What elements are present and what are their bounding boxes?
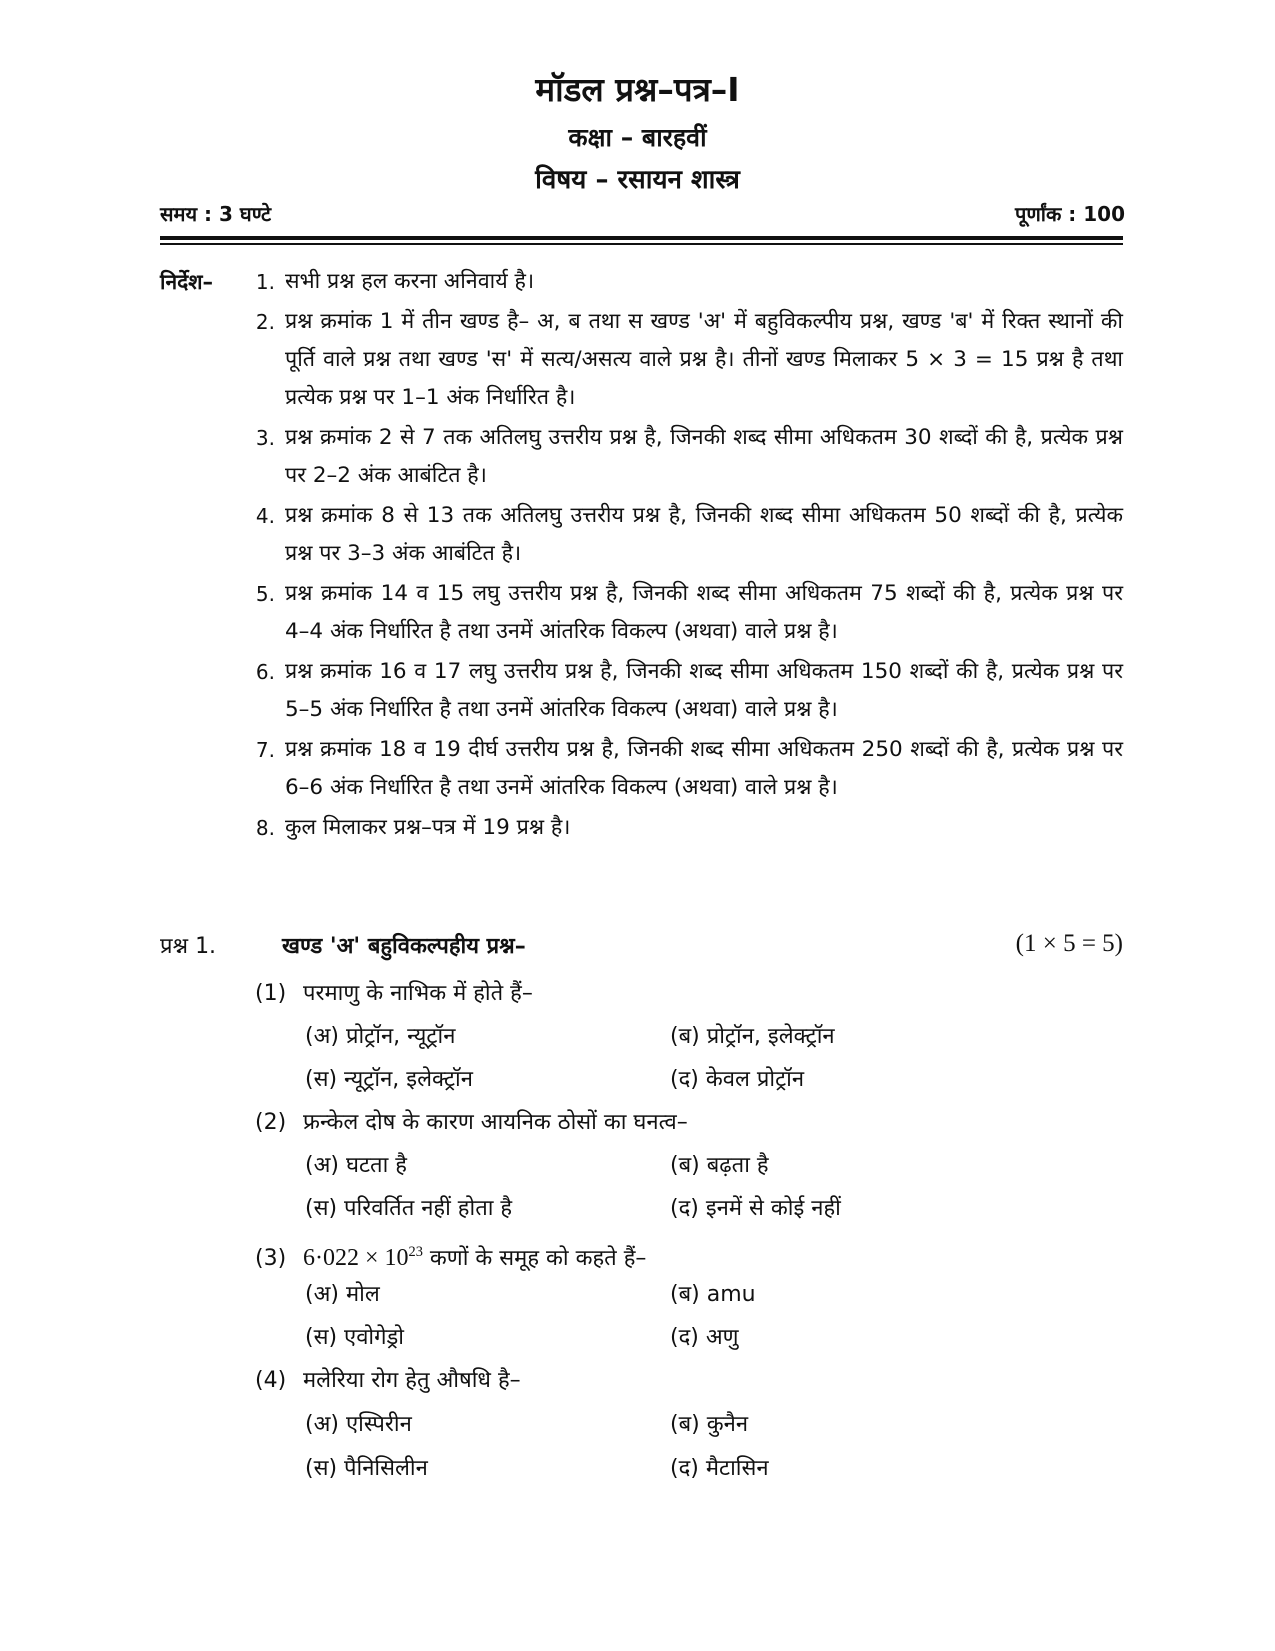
option-c: (स) पैनिसिलीन	[305, 1456, 428, 1481]
instructions-heading: निर्देश–	[160, 270, 214, 294]
instruction-text: प्रश्न क्रमांक 14 व 15 लघु उत्तरीय प्रश्न है, जिनकी शब्द सीमा अधिकतम 75 शब्दों की है, प्रत्येक प्रश्न पर 4–4 अंक निर्धारित है तथा उनमें आंतरिक विकल्प (अथवा) वाले प्रश्न है।	[285, 581, 1123, 644]
subquestion	[255, 1365, 521, 1397]
subquestion-number: (4)	[255, 1368, 287, 1393]
subquestion	[255, 1236, 646, 1275]
instruction-number: 2.	[255, 310, 275, 334]
option-c: (स) एवोगेड्रो	[305, 1325, 404, 1350]
subquestion-text: मलेरिया रोग हेतु औषधि है–	[303, 1368, 521, 1393]
option-a: (अ) मोल	[305, 1282, 380, 1307]
instruction-number: 6.	[255, 660, 275, 684]
paper-title: मॉडल प्रश्न–पत्र–I	[535, 70, 740, 109]
instruction-text: प्रश्न क्रमांक 16 व 17 लघु उत्तरीय प्रश्न है, जिनकी शब्द सीमा अधिकतम 150 शब्दों की है, प्रत्येक प्रश्न पर 5–5 अंक निर्धारित है तथा उनमें आंतरिक विकल्प (अथवा) वाले प्रश्न है।	[285, 659, 1123, 722]
option-b: (ब) प्रोट्रॉन, इलेक्ट्रॉन	[670, 1024, 835, 1049]
subject-line: विषय – रसायन शास्त्र	[535, 165, 740, 195]
section-marks: (1 × 5 = 5)	[1015, 930, 1123, 957]
class-line: कक्षा – बारहवीं	[568, 123, 707, 152]
option-d: (द) इनमें से कोई नहीं	[670, 1196, 841, 1221]
option-d: (द) अणु	[670, 1325, 739, 1350]
question-number: प्रश्न 1.	[160, 934, 217, 959]
subquestion-number: (1)	[255, 981, 287, 1006]
option-b: (ब) amu	[670, 1282, 756, 1307]
option-d: (द) केवल प्रोट्रॉन	[670, 1067, 805, 1092]
instruction-number: 8.	[255, 816, 275, 840]
instruction-item	[235, 419, 1123, 495]
subquestion	[255, 978, 533, 1010]
option-c: (स) परिवर्तित नहीं होता है	[305, 1196, 513, 1221]
option-b: (ब) कुनैन	[670, 1412, 749, 1437]
instruction-item	[235, 575, 1123, 651]
option-a: (अ) प्रोट्रॉन, न्यूट्रॉन	[305, 1024, 456, 1049]
subquestion	[255, 1107, 688, 1139]
instruction-text: प्रश्न क्रमांक 18 व 19 दीर्घ उत्तरीय प्रश्न है, जिनकी शब्द सीमा अधिकतम 250 शब्दों की है, प्रत्येक प्रश्न पर 6–6 अंक निर्धारित है तथा उनमें आंतरिक विकल्प (अथवा) वाले प्रश्न है।	[285, 737, 1123, 800]
subquestion-text: फ्रन्केल दोष के कारण आयनिक ठोसों का घनत्व–	[303, 1110, 688, 1135]
option-a: (अ) एस्पिरीन	[305, 1412, 412, 1437]
formula	[303, 1245, 423, 1271]
max-marks: पूर्णांक : 100	[1014, 202, 1125, 226]
option-c: (स) न्यूट्रॉन, इलेक्ट्रॉन	[305, 1067, 473, 1092]
option-d: (द) मैटासिन	[670, 1456, 769, 1481]
subquestion-text: परमाणु के नाभिक में होते हैं–	[303, 981, 533, 1006]
instruction-item	[235, 809, 1123, 847]
option-a: (अ) घटता है	[305, 1153, 407, 1178]
formula-exponent: 23	[408, 1244, 423, 1260]
instruction-text: प्रश्न क्रमांक 1 में तीन खण्ड है– अ, ब तथा स खण्ड 'अ' में बहुविकल्पीय प्रश्न, खण्ड 'ब' में रिक्त स्थानों की पूर्ति वाले प्रश्न तथा खण्ड 'स' में सत्य/असत्य वाले प्रश्न है। तीनों खण्ड मिलाकर 5 × 3 = 15 प्रश्न है तथा प्रत्येक प्रश्न पर 1–1 अंक निर्धारित है।	[285, 309, 1123, 410]
formula-base: 6·022 × 10	[303, 1245, 409, 1271]
instruction-item	[235, 653, 1123, 729]
instructions-list	[235, 263, 1123, 849]
subquestion-number: (3)	[255, 1246, 287, 1271]
instruction-text: कुल मिलाकर प्रश्न–पत्र में 19 प्रश्न है।	[285, 815, 571, 840]
subquestion-text: कणों के समूह को कहते हैं–	[422, 1246, 647, 1271]
instruction-text: प्रश्न क्रमांक 8 से 13 तक अतिलघु उत्तरीय प्रश्न है, जिनकी शब्द सीमा अधिकतम 50 शब्दों की है, प्रत्येक प्रश्न पर 3–3 अंक आबंटित है।	[285, 503, 1123, 566]
instruction-number: 3.	[255, 426, 275, 450]
option-b: (ब) बढ़ता है	[670, 1153, 769, 1178]
instruction-item	[235, 731, 1123, 807]
instruction-text: सभी प्रश्न हल करना अनिवार्य है।	[285, 269, 535, 294]
section-title: खण्ड 'अ' बहुविकल्पहीय प्रश्न–	[282, 934, 526, 959]
time-allowed: समय : 3 घण्टे	[160, 202, 272, 226]
instruction-text: प्रश्न क्रमांक 2 से 7 तक अतिलघु उत्तरीय प्रश्न है, जिनकी शब्द सीमा अधिकतम 30 शब्दों की है, प्रत्येक प्रश्न पर 2–2 अंक आबंटित है।	[285, 425, 1123, 488]
instruction-number: 7.	[255, 738, 275, 762]
instruction-number: 4.	[255, 504, 275, 528]
instruction-number: 5.	[255, 582, 275, 606]
header-rule-thick	[160, 236, 1123, 240]
instruction-number: 1.	[255, 270, 275, 294]
subquestion-number: (2)	[255, 1110, 287, 1135]
instruction-item	[235, 263, 1123, 301]
header-rule-thin	[160, 243, 1123, 245]
instruction-item	[235, 303, 1123, 417]
instruction-item	[235, 497, 1123, 573]
